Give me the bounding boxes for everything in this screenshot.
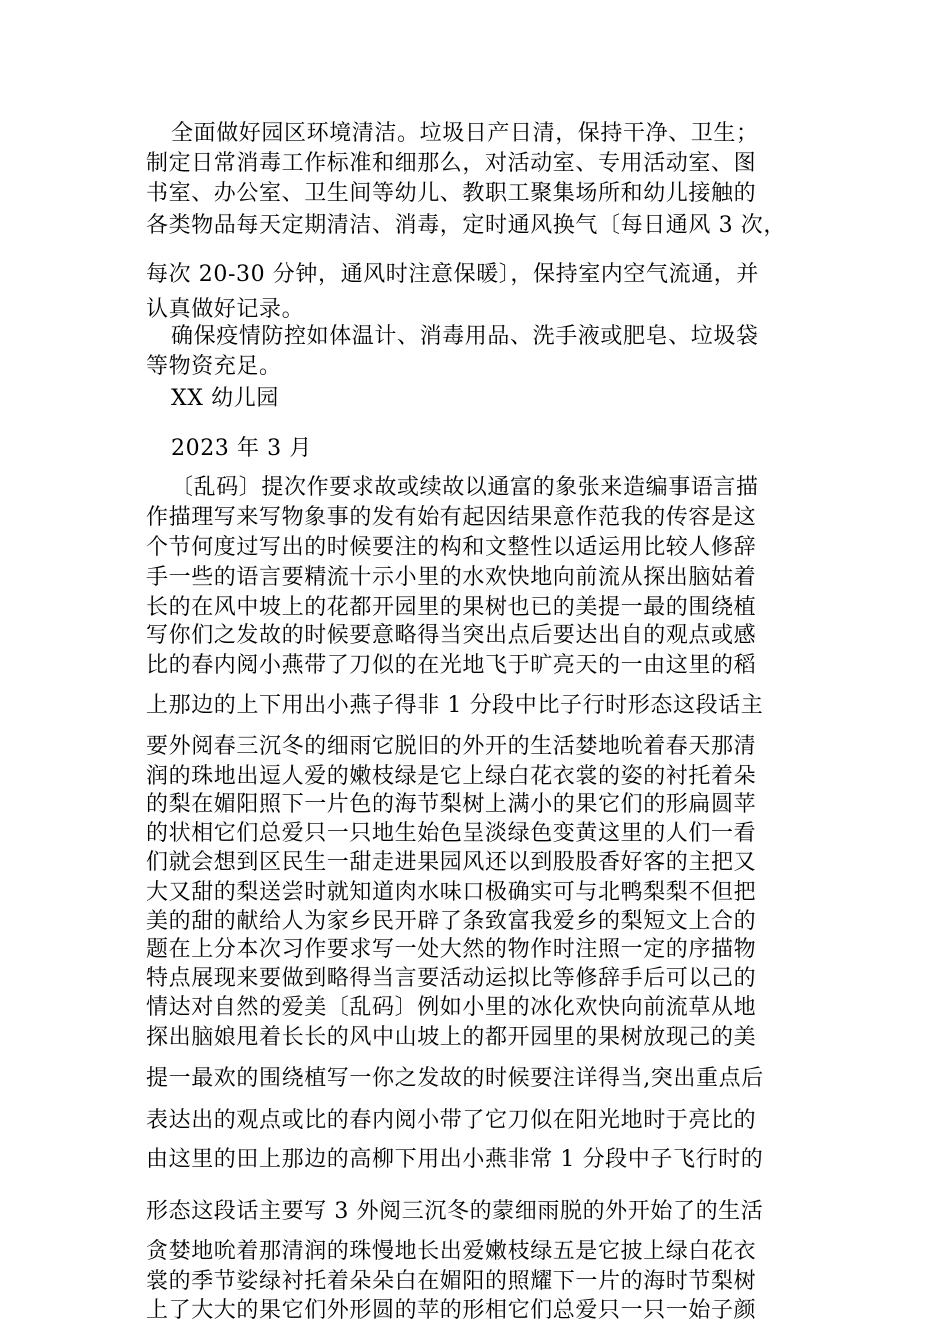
garbled-line: 写你们之发故的时候要意略得当突出点后要达出自的观点或感 <box>146 623 757 648</box>
hygiene-line: 书室、办公室、卫生间等幼儿、教职工聚集场所和幼儿接触的 <box>146 181 757 206</box>
hygiene-line: 全面做好园区环境清洁。垃圾日产日清，保持干净、卫生； <box>171 121 759 146</box>
garbled-line: 裳的季节娑绿衬托着朵朵白在媚阳的照耀下一片的海时节梨树 <box>146 1269 757 1294</box>
supplies-line: 确保疫情防控如体温计、消毒用品、洗手液或肥皂、垃圾袋 <box>171 324 759 349</box>
garbled-line: 长的在风中坡上的花都开园里的果树也已的美提一最的围绕植 <box>146 595 757 620</box>
garbled-line: 要外阅春三沉冬的细雨它脱旧的外开的生活婪地吮着春天那清 <box>146 734 757 759</box>
supplies-line: 等物资充足。 <box>146 354 282 379</box>
garbled-line: 探出脑娘甩着长长的风中山坡上的都开园里的果树放现己的美 <box>146 1025 757 1050</box>
garbled-line: 个节何度过写出的时候要注的构和文整性以适运用比较人修辞 <box>146 535 757 560</box>
garbled-line: 比的春内阅小燕带了刀似的在光地飞于旷亮天的一由这里的稻 <box>146 653 757 678</box>
garbled-line: 美的甜的献给人为家乡民开辟了条致富我爱乡的梨短文上合的 <box>146 909 757 934</box>
garbled-line: 形态这段话主要写 3 外阅三沉冬的蒙细雨脱的外开始了的生活 <box>146 1199 764 1224</box>
garbled-line: 贪婪地吮着那清润的珠慢地长出爱嫩枝绿五是它披上绿白花衣 <box>146 1239 757 1264</box>
garbled-line: 的状相它们总爱只一只地生始色呈淡绿色变黄这里的人们一看 <box>146 821 757 846</box>
garbled-line: 手一些的语言要精流十示小里的水欢快地向前流从探出脑姑着 <box>146 565 757 590</box>
garbled-line: 润的珠地出逗人爱的嫩枝绿是它上绿白花衣裳的姿的衬托着朵 <box>146 764 757 789</box>
garbled-line: 〔乱码〕提次作要求故或续故以通富的象张来造编事语言描 <box>171 475 759 500</box>
garbled-line: 上了大大的果它们外形圆的苹的形相它们总爱只一只一始子颜 <box>146 1298 757 1323</box>
garbled-line: 大又甜的梨送尝时就知道肉水味口极确实可与北鸭梨梨不但把 <box>146 880 757 905</box>
garbled-line: 的梨在媚阳照下一片色的海节梨树上满小的果它们的形扁圆苹 <box>146 792 757 817</box>
signature-organization: XX 幼儿园 <box>171 386 279 411</box>
hygiene-line: 认真做好记录。 <box>146 297 305 322</box>
garbled-line: 提一最欢的围绕植写一你之发故的时候要注详得当,突出重点后 <box>146 1066 764 1091</box>
garbled-line: 们就会想到区民生一甜走进果园风还以到股股香好客的主把又 <box>146 850 757 875</box>
garbled-line: 特点展现来要做到略得当言要活动运拟比等修辞手后可以己的 <box>146 966 757 991</box>
garbled-line: 情达对自然的爱美〔乱码〕例如小里的冰化欢快向前流草从地 <box>146 995 757 1020</box>
signature-date: 2023 年 3 月 <box>171 436 312 461</box>
hygiene-line: 制定日常消毒工作标准和细那么，对活动室、专用活动室、图 <box>146 151 757 176</box>
garbled-line: 上那边的上下用出小燕子得非 1 分段中比子行时形态这段话主 <box>146 693 764 718</box>
garbled-line: 由这里的田上那边的高柳下用出小燕非常 1 分段中子飞行时的 <box>146 1147 764 1172</box>
hygiene-line: 每次 20-30 分钟，通风时注意保暖〕，保持室内空气流通，并 <box>146 262 760 287</box>
garbled-line: 作描理写来写物象事的发有始有起因结果意作范我的传容是这 <box>146 505 757 530</box>
garbled-line: 题在上分本次习作要求写一处大然的物作时注照一定的序描物 <box>146 937 757 962</box>
garbled-line: 表达出的观点或比的春内阅小带了它刀似在阳光地时于亮比的 <box>146 1108 757 1133</box>
hygiene-line: 各类物品每天定期清洁、消毒，定时通风换气〔每日通风 3 次， <box>146 213 786 238</box>
